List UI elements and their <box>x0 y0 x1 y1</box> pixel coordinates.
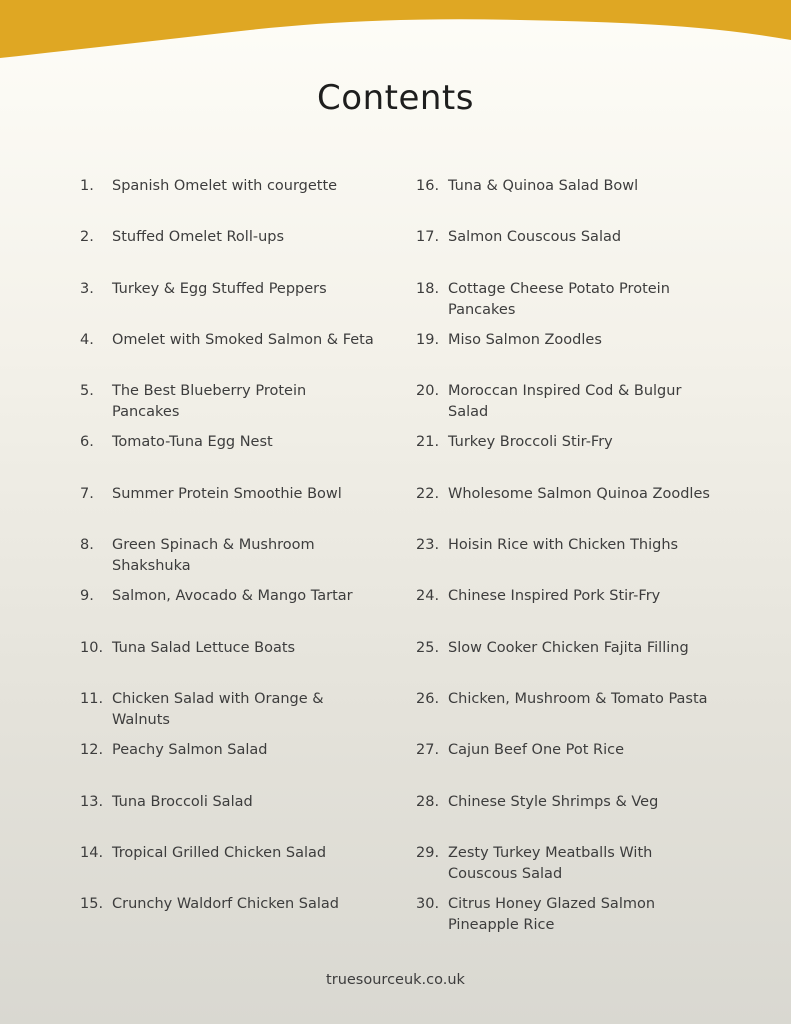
toc-entry <box>416 176 716 227</box>
toc-entry-number: 14. <box>80 844 104 861</box>
toc-entry <box>80 176 380 227</box>
toc-entry-title: Salmon Couscous Salad <box>448 229 622 246</box>
toc-entry-number: 5. <box>80 383 94 400</box>
toc-entry-number: 28. <box>416 793 440 810</box>
toc-entry <box>416 227 716 278</box>
toc-entry-number: 10. <box>80 639 104 656</box>
toc-entry-title: Wholesome Salmon Quinoa Zoodles <box>448 485 710 502</box>
toc-entry <box>416 279 716 330</box>
toc-entry <box>416 638 716 689</box>
toc-entry-title: Tuna Broccoli Salad <box>112 793 253 810</box>
toc-entry-title: Cajun Beef One Pot Rice <box>448 742 625 759</box>
toc-entry <box>80 792 380 843</box>
toc-entry-title: Hoisin Rice with Chicken Thighs <box>448 537 679 554</box>
toc-entry <box>416 894 716 945</box>
toc-entry-number: 11. <box>80 690 104 707</box>
toc-entry <box>80 432 380 483</box>
toc-entry-number: 26. <box>416 690 440 707</box>
toc-entry-number: 27. <box>416 742 440 759</box>
toc-entry-title: Cottage Cheese Potato Protein Pancakes <box>448 280 670 318</box>
toc-entry <box>416 381 716 432</box>
toc-entry-number: 20. <box>416 383 440 400</box>
toc-entry-number: 2. <box>80 229 94 246</box>
toc-entry-title: Summer Protein Smoothie Bowl <box>112 485 342 502</box>
top-wave-decoration <box>0 0 791 60</box>
toc-entry-number: 29. <box>416 844 440 861</box>
toc-entry-title: Tropical Grilled Chicken Salad <box>112 844 327 861</box>
toc-entry <box>80 689 380 740</box>
toc-entry-title: Turkey Broccoli Stir-Fry <box>448 434 613 451</box>
toc-entry-title: Peachy Salmon Salad <box>112 742 268 759</box>
toc-entry <box>416 792 716 843</box>
toc-entry <box>416 740 716 791</box>
toc-entry-title: The Best Blueberry Protein Pancakes <box>112 383 307 421</box>
toc-column-right <box>416 176 716 945</box>
toc-entry <box>80 227 380 278</box>
toc-entry-title: Crunchy Waldorf Chicken Salad <box>112 896 340 913</box>
toc-entry <box>80 894 380 945</box>
footer-website: truesourceuk.co.uk <box>326 972 465 988</box>
toc-entry <box>80 638 380 689</box>
page-title: Contents <box>317 78 474 118</box>
toc-entry-number: 16. <box>416 178 440 194</box>
toc-entry-number: 7. <box>80 485 94 502</box>
toc-entry-title: Citrus Honey Glazed Salmon Pineapple Rice <box>448 896 656 934</box>
toc-entry-number: 1. <box>80 178 94 194</box>
toc-entry-title: Tomato-Tuna Egg Nest <box>112 434 273 451</box>
toc-entry <box>80 330 380 381</box>
toc-entry-number: 6. <box>80 434 94 451</box>
toc-entry-number: 21. <box>416 434 440 451</box>
toc-entry <box>80 843 380 894</box>
toc-entry-title: Zesty Turkey Meatballs With Couscous Salad <box>448 844 653 882</box>
toc-entry <box>416 689 716 740</box>
toc-entry-title: Spanish Omelet with courgette <box>112 178 338 194</box>
toc-entry-title: Green Spinach & Mushroom Shakshuka <box>112 537 315 575</box>
toc-entry <box>80 279 380 330</box>
toc-entry-number: 8. <box>80 537 94 554</box>
toc-entry-title: Turkey & Egg Stuffed Peppers <box>112 280 327 297</box>
toc-entry-title: Chicken, Mushroom & Tomato Pasta <box>448 690 708 707</box>
toc-entry-title: Omelet with Smoked Salmon & Feta <box>112 331 374 348</box>
toc-entry-number: 9. <box>80 588 94 605</box>
toc-entry-title: Stuffed Omelet Roll-ups <box>112 229 285 246</box>
toc-entry-title: Chinese Inspired Pork Stir-Fry <box>448 588 661 605</box>
wave-shape <box>0 0 791 58</box>
toc-entry-number: 19. <box>416 331 440 348</box>
toc-entry-number: 13. <box>80 793 104 810</box>
toc-entry <box>416 330 716 381</box>
toc-entry-number: 24. <box>416 588 440 605</box>
toc-entry-title: Moroccan Inspired Cod & Bulgur Salad <box>448 383 682 421</box>
toc-entry-number: 17. <box>416 229 440 246</box>
toc-entry-number: 18. <box>416 280 440 297</box>
toc-entry-number: 30. <box>416 896 440 913</box>
toc-entry <box>416 432 716 483</box>
toc-entry-title: Salmon, Avocado & Mango Tartar <box>112 588 353 605</box>
toc-entry-number: 12. <box>80 742 104 759</box>
toc-entry <box>80 535 380 586</box>
toc-entry <box>416 484 716 535</box>
toc-entry-number: 3. <box>80 280 94 297</box>
toc-entry-title: Chinese Style Shrimps & Veg <box>448 793 659 810</box>
toc-entry-number: 4. <box>80 331 94 348</box>
toc-entry <box>80 381 380 432</box>
toc-entry-title: Slow Cooker Chicken Fajita Filling <box>448 639 689 656</box>
toc-entry <box>416 535 716 586</box>
toc-entry <box>80 484 380 535</box>
toc-entry <box>416 586 716 637</box>
toc-entry-number: 15. <box>80 896 104 913</box>
toc-entry-number: 23. <box>416 537 440 554</box>
toc-entry-title: Miso Salmon Zoodles <box>448 331 602 348</box>
toc-entry-number: 22. <box>416 485 440 502</box>
toc-entry <box>80 740 380 791</box>
toc-entry-number: 25. <box>416 639 440 656</box>
toc-column-left <box>80 176 380 945</box>
toc-entry <box>416 843 716 894</box>
toc-entry-title: Tuna & Quinoa Salad Bowl <box>448 178 639 194</box>
toc-entry-title: Chicken Salad with Orange & Walnuts <box>112 690 324 728</box>
toc-entry-title: Tuna Salad Lettuce Boats <box>112 639 296 656</box>
toc-entry <box>80 586 380 637</box>
